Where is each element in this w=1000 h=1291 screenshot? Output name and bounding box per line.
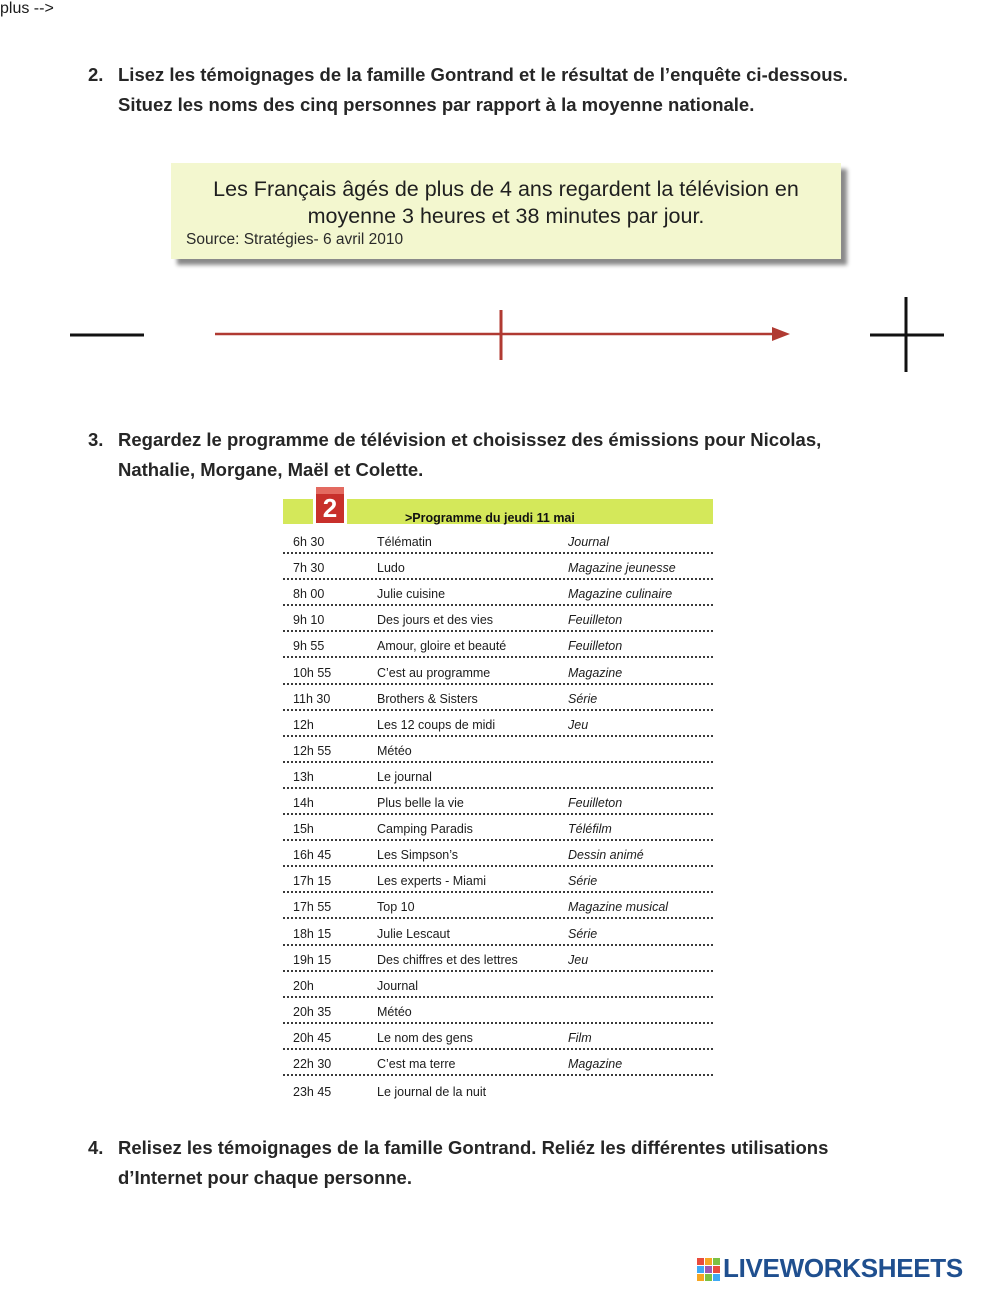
tv-time: 17h 15 [293, 874, 332, 889]
tv-time: 9h 55 [293, 639, 325, 654]
tv-title: Journal [377, 978, 418, 993]
tv-genre: Feuilleton [568, 796, 623, 810]
tv-genre: Dessin animé [568, 848, 644, 863]
tv-schedule-row [283, 1024, 713, 1050]
tv-schedule-row [283, 1076, 713, 1102]
tv-title: Des chiffres et des lettres [377, 952, 518, 967]
question-line: Lisez les témoignages de la famille Gontrand et le résultat de l’enquête ci-dessous. [118, 64, 848, 85]
tv-time: 13h [293, 769, 314, 784]
tv-genre: Magazine [568, 665, 623, 680]
tv-time: 15h [293, 822, 314, 837]
tv-title: Les experts - Miami [377, 874, 487, 889]
tv-genre: Jeu [568, 717, 589, 732]
tv-schedule-row [283, 685, 713, 711]
tv-time: 23h 45 [293, 1085, 332, 1100]
tv-schedule-row [283, 528, 713, 554]
question-3 [88, 425, 948, 487]
tv-schedule-row [283, 1050, 713, 1076]
tv-genre: Série [568, 691, 598, 706]
brand-name: LIVEWORKSHEETS [723, 1253, 963, 1283]
tv-title: Ludo [377, 561, 405, 576]
tv-genre: Série [568, 926, 598, 941]
tv-title: Télématin [377, 535, 432, 549]
tv-title: Julie Lescaut [377, 926, 450, 941]
tv-schedule-row [283, 737, 713, 763]
channel-logo-text: 2 [322, 493, 338, 523]
tv-genre: Feuilleton [568, 639, 623, 654]
liveworksheets-logo-icon [697, 1258, 721, 1282]
tv-time: 19h 15 [293, 952, 332, 967]
tv-genre: Film [568, 1030, 592, 1045]
tv-schedule-row [283, 946, 713, 972]
question-text [118, 425, 938, 485]
tv-title: Brothers & Sisters [377, 691, 478, 706]
tv-time: 12h [293, 717, 314, 732]
survey-result-box [171, 163, 841, 259]
tv-title: Météo [377, 1004, 412, 1019]
tv-genre: Feuilleton [568, 613, 623, 628]
tv-title: C’est au programme [377, 665, 491, 680]
tv-time: 20h [293, 978, 314, 993]
tv-title: Top 10 [377, 900, 415, 915]
tv-title: Amour, gloire et beauté [377, 639, 507, 654]
tv-title: Des jours et des vies [377, 613, 494, 628]
tv-genre: Magazine culinaire [568, 587, 673, 602]
tv-schedule-row [283, 867, 713, 893]
tv-title: Camping Paradis [377, 822, 473, 837]
survey-source: Source: Stratégies- 6 avril 2010 [186, 231, 404, 248]
tv-time: 10h 55 [293, 665, 332, 680]
survey-statement-line: Les Français âgés de plus de 4 ans regardent la télévision en [213, 177, 799, 201]
france-2-logo-icon [313, 484, 347, 526]
question-line: d’Internet pour chaque personne. [118, 1167, 412, 1188]
tv-schedule-row [283, 841, 713, 867]
tv-title: Julie cuisine [377, 587, 446, 602]
tv-schedule-row [283, 632, 713, 658]
tv-schedule-row [283, 580, 713, 606]
tv-title: Le nom des gens [377, 1030, 473, 1045]
tv-time: 11h 30 [293, 691, 331, 706]
plus-sign-icon [870, 297, 944, 372]
tv-genre: Jeu [568, 952, 589, 967]
liveworksheets-brand [697, 1253, 997, 1287]
tv-title: Le journal [377, 769, 432, 784]
national-average-scale [0, 290, 1000, 380]
question-line: Situez les noms des cinq personnes par rapport à la moyenne nationale. [118, 94, 755, 115]
question-2 [88, 60, 948, 122]
tv-schedule-title: >Programme du jeudi 11 mai [405, 511, 575, 525]
tv-time: 14h [293, 796, 314, 810]
tv-schedule-row [283, 893, 713, 919]
tv-schedule-row [283, 998, 713, 1024]
question-number: 4. [88, 1137, 104, 1158]
tv-schedule-row [283, 606, 713, 632]
tv-title: Météo [377, 743, 412, 758]
tv-title: Le journal de la nuit [377, 1085, 487, 1100]
tv-time: 17h 55 [293, 900, 332, 915]
tv-time: 18h 15 [293, 926, 332, 941]
tv-schedule-row [283, 659, 713, 685]
tv-time: 20h 35 [293, 1004, 332, 1019]
tv-time: 9h 10 [293, 613, 325, 628]
tv-schedule-row [283, 920, 713, 946]
tv-schedule-row [283, 711, 713, 737]
tv-genre: Téléfilm [568, 822, 612, 837]
tv-genre: Magazine musical [568, 900, 669, 915]
tv-schedule [283, 484, 715, 1110]
tv-time: 12h 55 [293, 743, 332, 758]
survey-statement-line: moyenne 3 heures et 38 minutes par jour. [307, 204, 705, 228]
tv-schedule-row [283, 789, 713, 815]
question-line: Relisez les témoignages de la famille Gontrand. Reliéz les différentes utilisations [118, 1137, 829, 1158]
question-text [118, 1133, 938, 1193]
tv-time: 8h 00 [293, 587, 325, 602]
tv-schedule-row [283, 554, 713, 580]
tv-genre: Magazine [568, 1057, 623, 1071]
tv-title: Les Simpson’s [377, 848, 459, 863]
question-number: 3. [88, 429, 104, 450]
tv-genre: Magazine jeunesse [568, 561, 676, 576]
tv-genre: Série [568, 874, 598, 889]
tv-schedule-row [283, 763, 713, 789]
tv-title: C’est ma terre [377, 1057, 456, 1071]
question-4 [88, 1133, 948, 1195]
tv-schedule-row [283, 972, 713, 998]
tv-title: Plus belle la vie [377, 796, 464, 810]
tv-time: 16h 45 [293, 848, 332, 863]
tv-time: 22h 30 [293, 1057, 332, 1071]
tv-time: 20h 45 [293, 1030, 332, 1045]
question-line: Nathalie, Morgane, Maël et Colette. [118, 459, 424, 480]
question-number: 2. [88, 64, 104, 85]
tv-time: 7h 30 [293, 561, 325, 576]
tv-genre: Journal [568, 535, 609, 549]
tv-title: Les 12 coups de midi [377, 717, 496, 732]
question-text [118, 60, 938, 120]
tv-schedule-row [283, 815, 713, 841]
question-line: Regardez le programme de télévision et choisissez des émissions pour Nicolas, [118, 429, 822, 450]
tv-time: 6h 30 [293, 535, 325, 549]
